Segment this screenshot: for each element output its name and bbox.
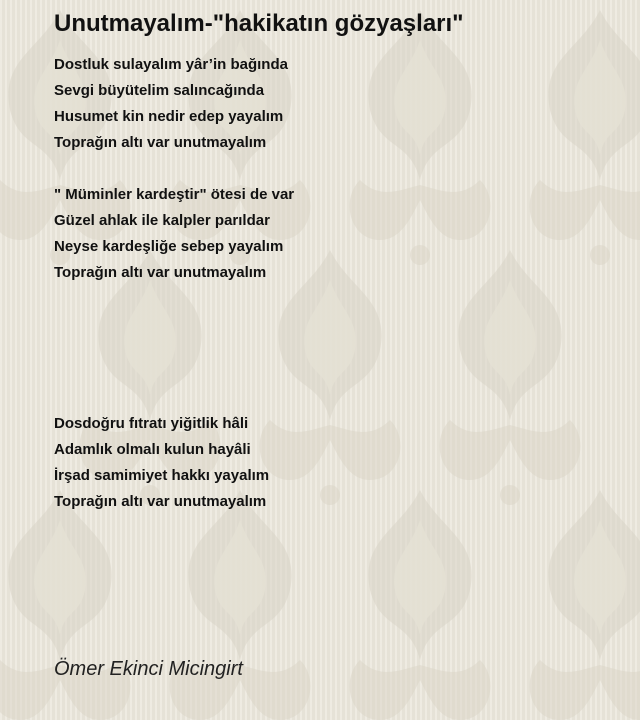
- stanza-2: [54, 182, 294, 286]
- stanza-1: [54, 52, 288, 156]
- poem-line: Toprağın altı var unutmayalım: [54, 134, 267, 151]
- poem-line: Neyse kardeşliğe sebep yayalım: [54, 238, 284, 255]
- poem-line: Dostluk sulayalım yâr’in bağında: [54, 56, 288, 73]
- poem-line: İrşad samimiyet hakkı yayalım: [54, 467, 270, 484]
- poem-author: Ömer Ekinci Micingirt: [54, 658, 243, 680]
- poem-line: Güzel ahlak ile kalpler parıldar: [54, 212, 270, 229]
- poem-line: Husumet kin nedir edep yayalım: [54, 108, 284, 125]
- poem-line: Adamlık olmalı kulun hayâli: [54, 441, 251, 458]
- poem-line: Toprağın altı var unutmayalım: [54, 264, 267, 281]
- stanza-3: [54, 411, 269, 515]
- poem-title: Unutmayalım-"hakikatın gözyaşları": [54, 10, 464, 37]
- poem-line: Toprağın altı var unutmayalım: [54, 493, 267, 510]
- poem-line: Sevgi büyütelim salıncağında: [54, 82, 265, 99]
- poem-line: Dosdoğru fıtratı yiğitlik hâli: [54, 415, 249, 432]
- poem-line: " Müminler kardeştir" ötesi de var: [54, 186, 295, 203]
